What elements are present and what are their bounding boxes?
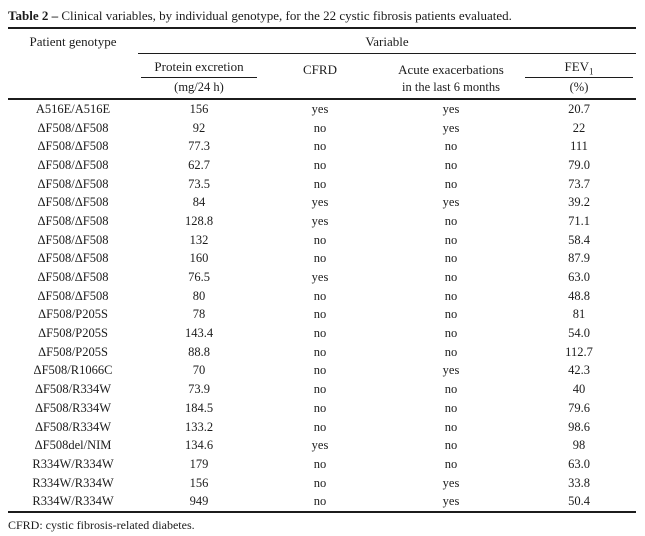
- cell-genotype: ΔF508/P205S: [38, 344, 108, 359]
- table-row: [8, 436, 636, 455]
- cell-fev1: 33.8: [568, 475, 590, 490]
- table-row: [8, 380, 636, 399]
- cell-genotype: A516E/A516E: [35, 101, 111, 116]
- cell-cfrd: no: [313, 400, 327, 415]
- cell-protein-excretion: 84: [192, 195, 206, 210]
- cell-fev1: 98.6: [568, 419, 590, 434]
- cell-protein-excretion: 92: [192, 120, 206, 135]
- cell-exacerbations: no: [444, 382, 458, 397]
- cell-protein-excretion: 77.3: [188, 139, 210, 154]
- protein-excretion-label: Protein excretion: [141, 59, 257, 78]
- cell-protein-excretion: 160: [189, 251, 209, 266]
- fev1-unit: (%): [522, 78, 636, 99]
- cell-protein-excretion: 80: [192, 288, 206, 303]
- table-row: [8, 99, 636, 119]
- table-row: [8, 362, 636, 381]
- cell-fev1: 79.0: [568, 157, 590, 172]
- cell-cfrd: no: [313, 120, 327, 135]
- fev1-label: $FEV_1$: [525, 59, 633, 78]
- table-row: [8, 399, 636, 418]
- cell-fev1: 98: [572, 438, 586, 453]
- clinical-variables-table: [8, 29, 636, 513]
- cell-fev1: 42.3: [568, 363, 590, 378]
- table-row: [8, 212, 636, 231]
- cfrd-label: CFRD: [303, 62, 337, 77]
- footnote: CFRD: cystic fibrosis-related diabetes.: [8, 518, 195, 533]
- cell-cfrd: no: [313, 475, 327, 490]
- cell-fev1: 111: [570, 139, 588, 154]
- cell-protein-excretion: 70: [192, 363, 206, 378]
- cell-exacerbations: yes: [442, 120, 460, 135]
- cell-exacerbations: no: [444, 270, 458, 285]
- exacerbations-label: Acute exacerbations: [398, 62, 504, 77]
- cell-protein-excretion: 143.4: [184, 326, 214, 341]
- cell-cfrd: no: [313, 456, 327, 471]
- cell-exacerbations: yes: [442, 195, 460, 210]
- cell-protein-excretion: 78: [192, 307, 206, 322]
- cell-exacerbations: yes: [442, 101, 460, 116]
- cell-cfrd: no: [313, 326, 327, 341]
- cell-genotype: ΔF508/ΔF508: [37, 139, 109, 154]
- table-row: [8, 287, 636, 306]
- cell-protein-excretion: 76.5: [188, 270, 210, 285]
- table-title: [8, 0, 636, 29]
- cell-fev1: 58.4: [568, 232, 590, 247]
- cell-exacerbations: no: [444, 438, 458, 453]
- exacerbations-header: [380, 54, 522, 79]
- cell-cfrd: yes: [311, 270, 329, 285]
- cell-cfrd: yes: [311, 101, 329, 116]
- cell-exacerbations: no: [444, 307, 458, 322]
- cell-fev1: 63.0: [568, 456, 590, 471]
- cell-exacerbations: no: [444, 288, 458, 303]
- cell-genotype: R334W/R334W: [32, 456, 114, 471]
- cell-genotype: ΔF508/P205S: [38, 326, 108, 341]
- cell-genotype: ΔF508/ΔF508: [37, 288, 109, 303]
- cell-exacerbations: no: [444, 157, 458, 172]
- cell-protein-excretion: 133.2: [184, 419, 214, 434]
- table-row: [8, 418, 636, 437]
- table-row: [8, 137, 636, 156]
- cell-genotype: ΔF508/R334W: [34, 400, 112, 415]
- cell-exacerbations: no: [444, 139, 458, 154]
- table-row: [8, 175, 636, 194]
- cell-protein-excretion: 949: [189, 494, 209, 509]
- cell-fev1: 79.6: [568, 400, 590, 415]
- cell-fev1: 63.0: [568, 270, 590, 285]
- cell-genotype: ΔF508/ΔF508: [37, 176, 109, 191]
- cell-cfrd: no: [313, 307, 327, 322]
- cell-protein-excretion: 73.5: [188, 176, 210, 191]
- cell-cfrd: no: [313, 251, 327, 266]
- cell-genotype: ΔF508del/NIM: [34, 438, 112, 453]
- cell-cfrd: no: [313, 419, 327, 434]
- table-caption: Clinical variables, by individual genotype, for the 22 cystic fibrosis patients evaluated.: [61, 8, 512, 23]
- table-row: [8, 324, 636, 343]
- table-row: [8, 474, 636, 493]
- table-row: [8, 343, 636, 362]
- cell-genotype: ΔF508/ΔF508: [37, 195, 109, 210]
- cell-cfrd: no: [313, 139, 327, 154]
- cell-cfrd: no: [313, 288, 327, 303]
- table-row: [8, 231, 636, 250]
- cell-exacerbations: yes: [442, 363, 460, 378]
- cell-fev1: 54.0: [568, 326, 590, 341]
- cell-cfrd: yes: [311, 213, 329, 228]
- cell-exacerbations: no: [444, 232, 458, 247]
- cell-protein-excretion: 156: [189, 101, 209, 116]
- cell-genotype: ΔF508/ΔF508: [37, 270, 109, 285]
- header-row-group: [8, 29, 636, 54]
- cell-fev1: 20.7: [568, 101, 590, 116]
- cell-cfrd: no: [313, 176, 327, 191]
- cell-cfrd: no: [313, 494, 327, 509]
- table-number: Table 2 –: [8, 8, 59, 23]
- table-row: [8, 492, 636, 512]
- cell-protein-excretion: 184.5: [184, 400, 214, 415]
- table-row: [8, 193, 636, 212]
- cell-exacerbations: no: [444, 456, 458, 471]
- table-body: [8, 99, 636, 512]
- cell-genotype: ΔF508/ΔF508: [37, 120, 109, 135]
- table-header: [8, 29, 636, 99]
- cell-fev1: 71.1: [568, 213, 590, 228]
- cell-fev1: 50.4: [568, 494, 590, 509]
- cell-fev1: 73.7: [568, 176, 590, 191]
- table-row: [8, 250, 636, 269]
- cell-genotype: R334W/R334W: [32, 475, 114, 490]
- cell-protein-excretion: 88.8: [188, 344, 210, 359]
- table-row: [8, 268, 636, 287]
- cell-genotype: ΔF508/R1066C: [33, 363, 113, 378]
- cell-genotype: ΔF508/R334W: [34, 419, 112, 434]
- cell-cfrd: no: [313, 344, 327, 359]
- cell-protein-excretion: 62.7: [188, 157, 210, 172]
- cell-genotype: ΔF508/P205S: [38, 307, 108, 322]
- variable-group-label: Variable: [365, 34, 409, 49]
- cell-genotype: R334W/R334W: [32, 494, 114, 509]
- protein-excretion-header: [138, 54, 260, 79]
- cell-fev1: 40: [572, 382, 586, 397]
- cell-protein-excretion: 134.6: [184, 438, 214, 453]
- cell-exacerbations: no: [444, 251, 458, 266]
- table-row: [8, 156, 636, 175]
- cell-exacerbations: yes: [442, 494, 460, 509]
- patient-genotype-header: Patient genotype: [8, 29, 138, 99]
- table-row: [8, 119, 636, 138]
- cell-exacerbations: no: [444, 213, 458, 228]
- cfrd-unit-empty: [260, 78, 380, 99]
- cell-exacerbations: no: [444, 419, 458, 434]
- variable-group-header: [138, 29, 636, 54]
- cell-protein-excretion: 128.8: [184, 213, 214, 228]
- cell-protein-excretion: 156: [189, 475, 209, 490]
- cell-fev1: 112.7: [565, 344, 593, 359]
- cell-protein-excretion: 179: [189, 456, 209, 471]
- cell-exacerbations: no: [444, 400, 458, 415]
- cell-fev1: 87.9: [568, 251, 590, 266]
- table-row: [8, 306, 636, 325]
- cell-exacerbations: no: [444, 326, 458, 341]
- cell-genotype: ΔF508/ΔF508: [37, 232, 109, 247]
- cell-protein-excretion: 73.9: [188, 382, 210, 397]
- cell-fev1: 81: [572, 307, 586, 322]
- cfrd-header: [260, 54, 380, 79]
- cell-exacerbations: yes: [442, 475, 460, 490]
- cell-fev1: 22: [572, 120, 586, 135]
- fev1-header: [522, 54, 636, 79]
- protein-excretion-unit: (mg/24 h): [138, 78, 260, 99]
- cell-cfrd: yes: [311, 195, 329, 210]
- table-row: [8, 455, 636, 474]
- cell-cfrd: yes: [311, 438, 329, 453]
- cell-cfrd: no: [313, 363, 327, 378]
- cell-cfrd: no: [313, 157, 327, 172]
- cell-genotype: ΔF508/ΔF508: [37, 157, 109, 172]
- cell-fev1: 48.8: [568, 288, 590, 303]
- cell-genotype: ΔF508/ΔF508: [37, 251, 109, 266]
- cell-cfrd: no: [313, 232, 327, 247]
- cell-genotype: ΔF508/ΔF508: [37, 213, 109, 228]
- exacerbations-header-line2: in the last 6 months: [380, 78, 522, 99]
- cell-genotype: ΔF508/R334W: [34, 382, 112, 397]
- cell-protein-excretion: 132: [189, 232, 209, 247]
- cell-exacerbations: no: [444, 176, 458, 191]
- cell-cfrd: no: [313, 382, 327, 397]
- cell-exacerbations: no: [444, 344, 458, 359]
- cell-fev1: 39.2: [568, 195, 590, 210]
